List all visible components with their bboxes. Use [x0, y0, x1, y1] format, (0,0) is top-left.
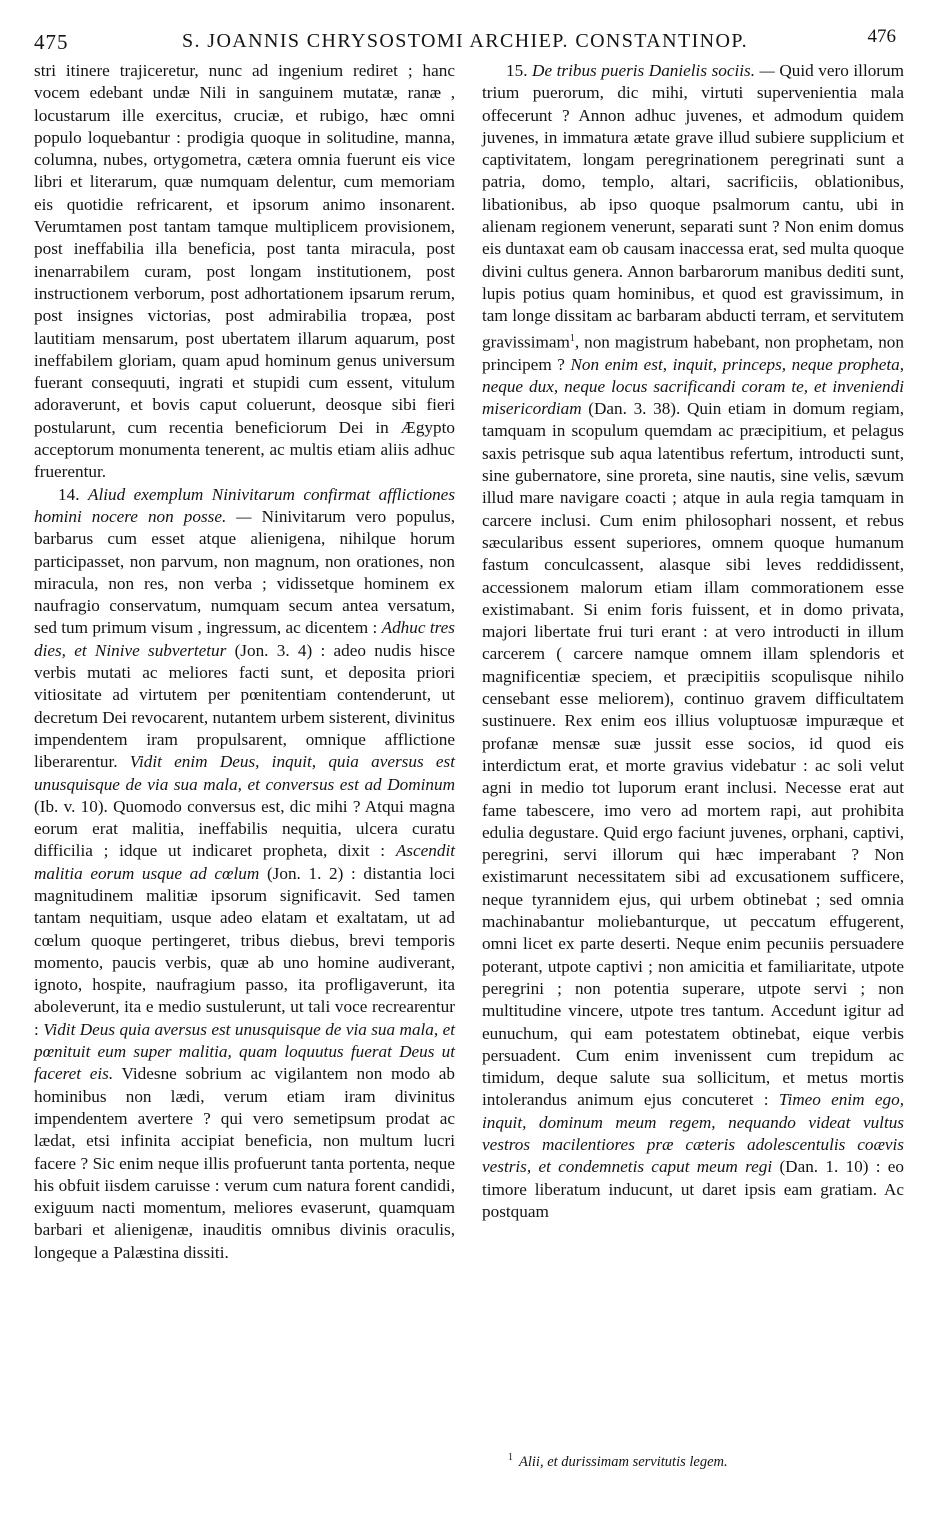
section-15-text-c: Quin etiam in domum regiam, tamquam in scopulum quemdam ac præcipitium, et pelagus saxis petrisque sub aqua latentibus refertum, introducti sunt, sine gubernatore, sine proreta, sine nautis, sine velis, sævum illud mare navigare coacti ; atque in aula regia tamquam in carcere inclusi. Cum enim philosophari nossent, et rebus sæcularibus essent superiores, omnem quoque humanum fastum conculcassent, alasque sibi leves reddidissent, accessionem malorum etiam illam commorationem esse existimabant. Si enim foris fuissent, et in domo privata, majori libertate frui turi erant : at vero introducti in illum carcerem ( carcere namque omnem illam splendoris et magnificentiæ speciem, et præcipitiis scopulisque nihilo censebant esse meliorem), continuo gravem difficultatem sustinuere. Rex enim eos illius voluptuosæ impuræque et profanæ mensæ suæ jussit esse socios, id quod eis interdictum erat, et morte gravius videbatur : ac soli velut agni in medio tot luporum erant inclusi. Necesse erat aut fame tabescere, imo vero ad mortem rapi, aut prohibita edulia degustare. Quid ergo faciunt juvenes, orphani, captivi, peregrini, servi illorum qui hæc imperabant ? Non existimarunt necessitatem sibi ad excusationem sufficere, neque tyrannidem ejus, qui urbem obtinebat ; sed omnia machinabantur moliebanturque, ut peccatum effugerent, omni licet ex parte deserti. Neque enim pecuniis persuadere poterant, utpote captivi ; non amicitia et familiaritate, utpote peregrini ; non potentia superare, utpote servi ; non multitudine vincere, utpote tres tantum. Accedunt igitur ad eunuchum, qui eam potestatem obtinebat, eique verbis persuadent. Cum enim invenissent cum trepidum ac timidum, deque salute sua sollicitum, et metus mortis intolerandus animum ejus concuteret :: [482, 399, 905, 1110]
page-number-right: 476: [867, 26, 896, 47]
section-14-quote-2: Vidit enim Deus, inquit, quia aversus est unusquisque de via sua mala, et conversus est ad Dominum: [34, 752, 455, 794]
footnote-text: Alii, et durissimam servitutis legem.: [519, 1453, 728, 1470]
footnote-reference[interactable]: 1: [569, 332, 575, 344]
section-14-paragraph: [34, 484, 455, 1264]
section-14-quote-4: Vidit Deus quia aversus est unusquisque de via sua mala, et pœnituit eum super malitia, quam loquutus fuerat Deus ut faceret eis.: [34, 1019, 456, 1084]
page-header: [34, 26, 896, 56]
right-column: [482, 60, 904, 1223]
section-14-quote-1: Adhuc tres dies, et Ninive subvertetur: [34, 618, 455, 660]
section-15-number: 15.: [506, 61, 528, 80]
section-15-quote-2: Timeo enim ego, inquit, dominum meum regem, nequando videat vultus vestros macilentiores præ cæteris adolescentulis coævis vestris, et condemnetis caput meum regi: [482, 1090, 905, 1177]
section-15-ref-1: (Dan. 3. 38).: [588, 399, 681, 419]
section-14-ref-3: (Jon. 1. 2): [266, 863, 344, 883]
section-15-ref-2: (Dan. 1. 10): [779, 1157, 869, 1177]
section-14-text-e: Videsne sobrium ac vigilantem non modo ab hominibus non lædi, verum etiam iram divinitus impendentem avertere ? qui vero semetipsum prodat ac lædat, etsi infinita accipiat beneficia, non multum lucri facere ? Sic enim neque illis profuerunt tanta portenta, neque his obfuit iisdem caruisse : verum cum natura forent candidi, exiguum nacti momentum, meliores evaserunt, quamquam barbari et alienigenæ, inauditis omnibus divinis oraculis, longeque a Palæstina dissiti.: [34, 1064, 455, 1262]
section-14-text-a: Ninivitarum vero populus, barbarus cum esset atque alienigena, nihilque horum participasset, non parvum, non magnum, non orationes, non miracula, non res, non verba ; vidissetque hominem ex naufragio conservatum, numquam secum antea versatum, sed tum primum visum , ingressum, ac dicentem :: [34, 506, 456, 638]
running-title: S. JOANNIS CHRYSOSTOMI ARCHIEP. CONSTANTINOP.: [181, 30, 749, 52]
footnote-mark: 1: [508, 1452, 513, 1463]
section-14-text-b: : adeo nudis hisce verbis mutati ac meliores facti sunt, et deposita priori vitiositate ad virtutem per pœnitentiam contenderunt, ut decretum Dei revocarent, nutantem urbem sisterent, divinitus impendentem iram propulsarent, omnique afflictione liberarentur.: [34, 640, 456, 772]
footnote: [508, 1452, 898, 1471]
section-14-ref-1: (Jon. 3. 4): [234, 640, 313, 660]
section-14-number: 14.: [58, 484, 80, 504]
left-column: [34, 60, 455, 1264]
section-15-text-b: , non magistrum habebant, non prophetam, non principem ?: [482, 332, 904, 374]
page-number-left: 475: [34, 30, 69, 54]
section-14-text-d: : distantia loci magnitudinem malitiæ ipsorum significavit. Sed tamen tantam nequitiam, usque adeo elatam et exaltatam, ut ad cœlum quoque pertingeret, tribus diebus, brevi temporis momento, paucis verbis, quæ ab uno homine audiverant, ignoto, hospite, naufragium passo, ita profligaverunt, ita aboleverunt, ita e medio sustulerunt, ut tali voce recrearentur :: [34, 863, 456, 1039]
section-14-ref-2: (Ib. v. 10).: [34, 796, 108, 816]
section-15-text-a: Quid vero illorum trium puerorum, dic mihi, virtuti supervenientia mala offecerunt ? Annon adhuc juvenes, et admodum quidem juvenes, in immatura ætate grave illud subiere supplicium et captivitatem, longam peregrinationem peregrinati sunt a patria, domo, templo, altari, sacrificiis, oblationibus, libationibus, ab ipso quoque psalmorum cantu, ubi in alienam regionem venerunt, separati sunt ? Non enim domus eis duntaxat eam ob causam inaccessa erat, sed multa quoque divini cultus genera. Annon barbarorum manibus dediti sunt, lupis potius quam hominibus, et quod est gravissimum, in tam longe dissitam ac barbaram abducti terram, et servitutem gravissimam: [482, 61, 904, 352]
section-15-quote-1: Non enim est, inquit, princeps, neque propheta, neque dux, neque locus sacrificandi coram te, et inveniendi misericordiam: [482, 354, 905, 419]
section-14-quote-3: Ascendit malitia eorum usque ad cœlum: [34, 841, 455, 883]
section-14-text-c: Quomodo conversus est, dic mihi ? Atqui magna eorum erat malitia, ineffabilis nequitia, ulcera curatu difficilia ; idque ut indicaret propheta, dixit :: [34, 796, 456, 861]
section-15-text-d: : eo timore liberatum inducunt, ut daret ipsis eam gratiam. Ac postquam: [482, 1157, 905, 1221]
section-14-heading: Aliud exemplum Ninivitarum confirmat afflictiones homini nocere non posse. —: [34, 484, 456, 526]
section-15-heading: De tribus pueris Danielis sociis. —: [532, 61, 775, 80]
section-15-paragraph: [482, 60, 904, 1223]
continuation-paragraph: stri itinere trajiceretur, nunc ad ingenium rediret ; hanc vocem edebant undæ Nili in sanguinem mutatæ, ranæ , locustarum ille exercitus, cruciæ, et rubigo, hæc omni populo loquebantur : prodigia quoque in solitudine, manna, columna, nubes, ortygometra, cætera omnia fuerunt eis vice libri et literarum, quæ numquam delentur, cum memoriam eis quotidie refricarent, et ipsorum animo insonarent. Verumtamen post tantam tamque multiplicem provisionem, post ineffabilia illa beneficia, post tanta miracula, post inenarrabilem curam, post longam institutionem, post instructionem verborum, post adhortationem ipsarum rerum, post insignes victorias, post admirabilia tropæa, post lautitiam mensarum, post ubertatem illarum aquarum, post ineffabilem gloriam, quam apud hominum genus universum fuerant consequuti, ingrati et stupidi cum essent, vitulum adoraverunt, et bovis caput coluerunt, deosque sibi fieri postularunt, cum recentia beneficiorum Dei in Ægypto acceptorum monumenta tenerent, ac multis etiam aliis adhuc fruerentur.: [34, 61, 455, 482]
